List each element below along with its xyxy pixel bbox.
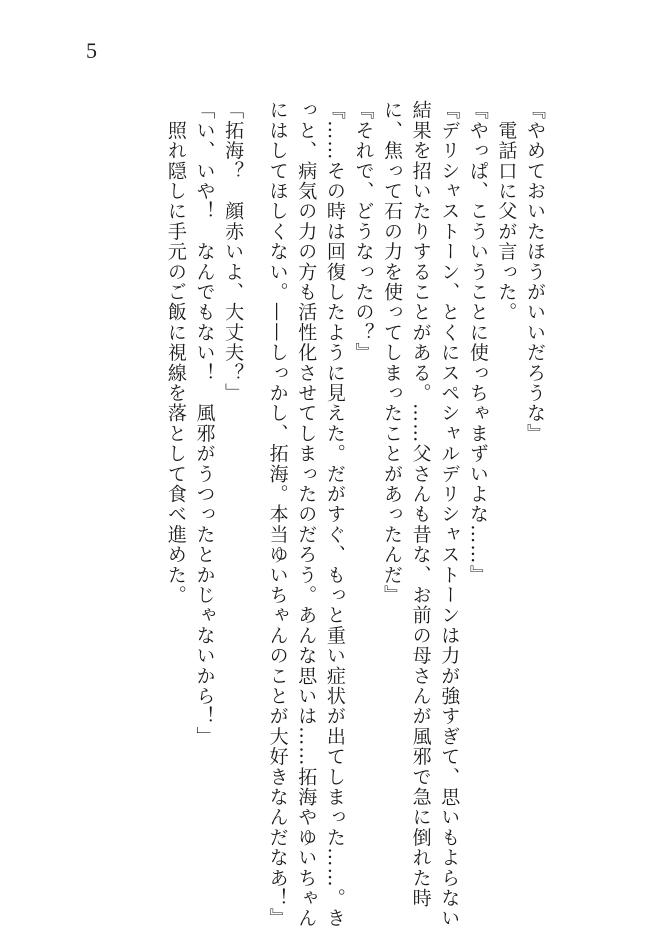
text-line: 『それで、どうなったの？』 (352, 100, 375, 363)
text-line: にはしてほしくない。——しっかし、拓海。本当ゆいちゃんのことが大好きなんだなあ！』 (266, 100, 289, 928)
body-text (161, 100, 549, 928)
text-line: 電話口に父が言った。 (495, 100, 518, 323)
text-line: 「い、いや！ なんでもない！ 風邪がうつったとかじゃないから！」 (193, 100, 216, 747)
text-line: 『……その時は回復したように見えた。だがすぐ、もっと重い症状が出てしまった……。き (323, 100, 346, 928)
text-line: 『デリシャストーン、とくにスペシャルデリシャストーンは力が強すぎて、思いもよらない (438, 100, 461, 928)
text-line: 「拓海？ 顔赤いよ、大丈夫？」 (222, 100, 245, 403)
text-line: 結果を招いたりすることがある。……父さんも昔な、お前の母さんが風邪で急に倒れた時 (409, 100, 432, 908)
text-line: に、焦って石の力を使ってしまったことがあったんだ』 (381, 100, 404, 605)
text-line: っと、病気の力の方も活性化させてしまったのだろう。あんな思いは……拓海やゆいちゃん (295, 100, 318, 928)
paragraph-gap (247, 100, 263, 870)
text-line: 『やっぱ、こういうことに使っちゃまずいよな……』 (466, 100, 489, 585)
page-number: 5 (86, 38, 97, 63)
text-line: 『やめておいたほうがいいだろうな』 (524, 100, 546, 444)
text-line: 照れ隠しに手元のご飯に視線を落として食べ進めた。 (164, 100, 187, 605)
